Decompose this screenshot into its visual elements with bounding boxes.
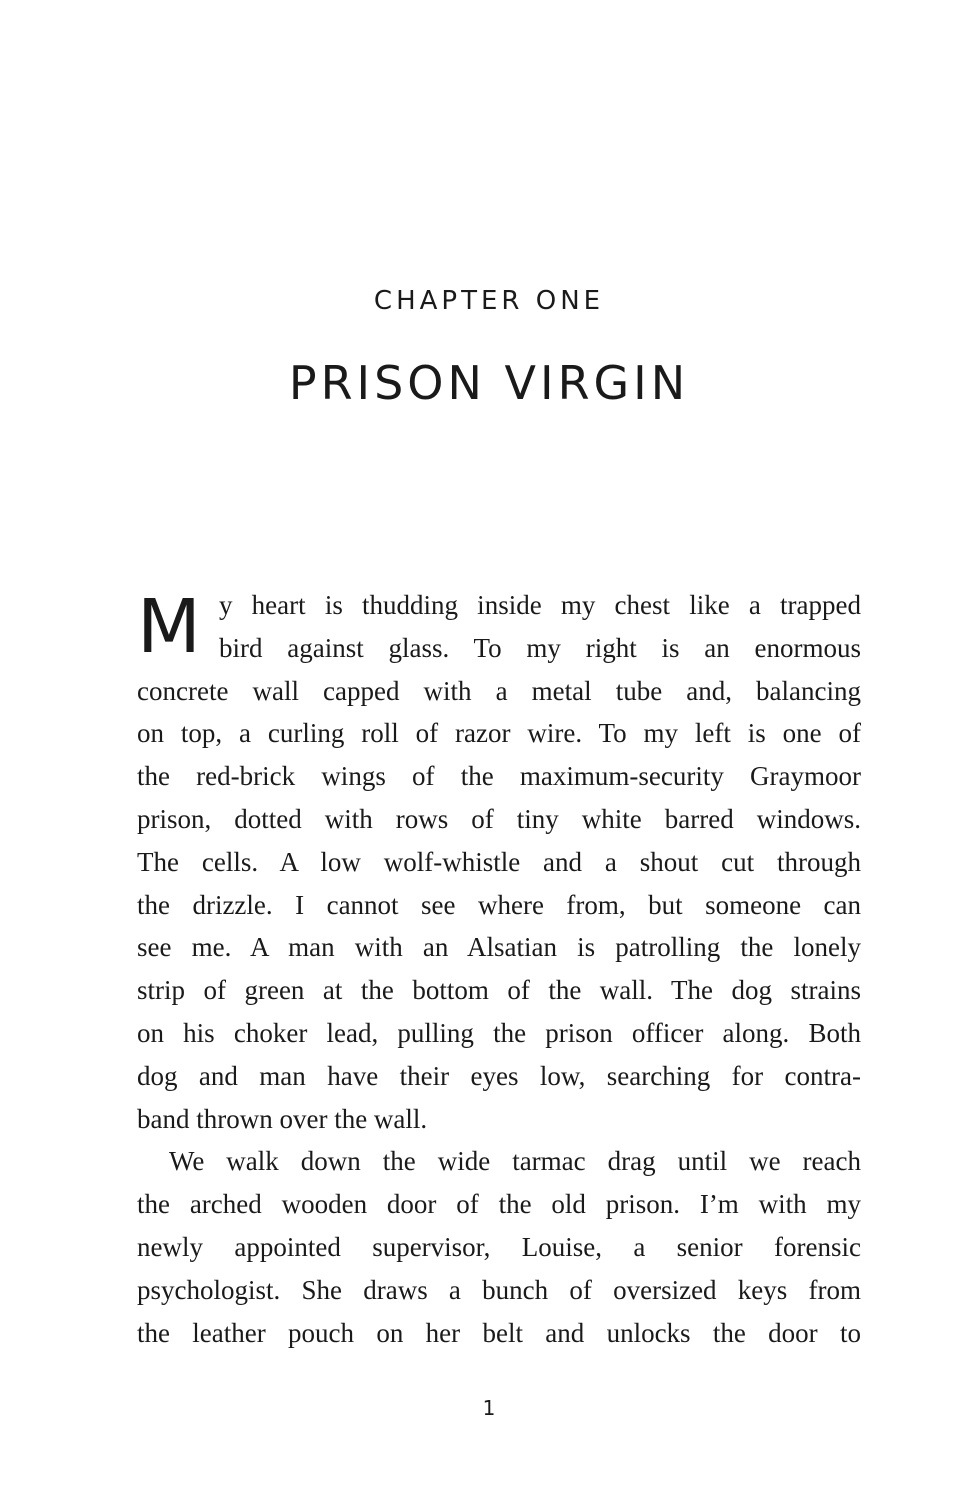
chapter-title: PRISON VIRGIN	[288, 356, 690, 410]
drop-cap: M	[137, 584, 201, 670]
text-line: the leather pouch on her belt and unlocks the door to	[137, 1317, 861, 1348]
text-line: concrete wall capped with a metal tube and, balancing	[137, 675, 861, 706]
text-line: dog and man have their eyes low, searching for contra-	[137, 1060, 861, 1091]
text-line: strip of green at the bottom of the wall. The dog strains	[137, 975, 861, 1006]
text-line: psychologist. She draws a bunch of oversized keys from	[137, 1274, 861, 1305]
chapter-label: CHAPTER ONE	[373, 286, 605, 316]
page-number: 1	[482, 1396, 496, 1420]
text-line: see me. A man with an Alsatian is patrolling the lonely	[137, 932, 861, 963]
paragraph-2	[137, 1140, 861, 1354]
text-line: band thrown over the wall.	[137, 1103, 428, 1134]
text-line: bird against glass. To my right is an enormous	[219, 632, 861, 663]
text-line: on top, a curling roll of razor wire. To my left is one of	[137, 718, 861, 749]
text-line: y heart is thudding inside my chest like a trapped	[219, 590, 861, 620]
text-line: on his choker lead, pulling the prison officer along. Both	[137, 1017, 861, 1048]
text-line: We walk down the wide tarmac drag until we reach	[169, 1146, 861, 1177]
text-line: prison, dotted with rows of tiny white barred windows.	[137, 803, 861, 834]
text-line: The cells. A low wolf-whistle and a shout cut through	[137, 846, 861, 877]
body-text	[137, 584, 861, 1354]
text-line: the red-brick wings of the maximum-security Graymoor	[137, 761, 861, 792]
text-line: newly appointed supervisor, Louise, a senior forensic	[137, 1231, 861, 1262]
paragraph-1	[137, 584, 861, 1140]
text-line: the arched wooden door of the old prison. I’m with my	[137, 1189, 861, 1220]
text-line: the drizzle. I cannot see where from, but someone can	[137, 889, 861, 920]
